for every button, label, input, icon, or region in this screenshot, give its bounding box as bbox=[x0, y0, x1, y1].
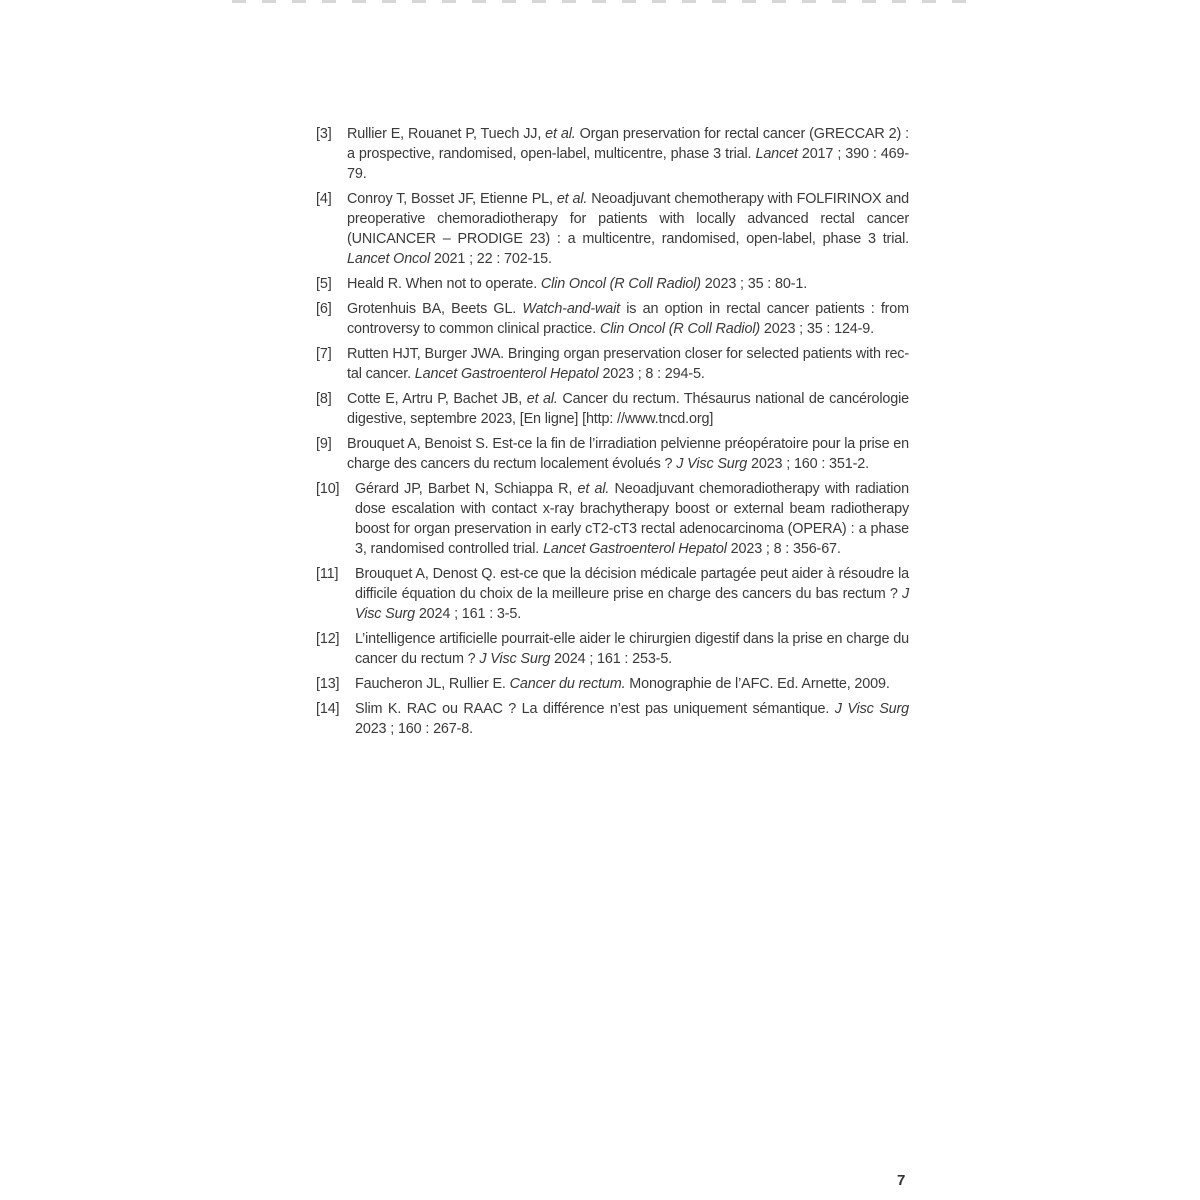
reference-number: [12] bbox=[316, 631, 340, 647]
reference-segment: Faucheron JL, Rullier E. bbox=[355, 676, 510, 692]
reference-segment: 2023 ; 35 : 80-1. bbox=[700, 276, 808, 292]
reference-item bbox=[316, 274, 909, 294]
reference-text bbox=[347, 274, 909, 294]
reference-segment: Grotenhuis BA, Beets GL. bbox=[347, 301, 523, 317]
reference-text bbox=[355, 699, 909, 739]
reference-text bbox=[347, 434, 909, 474]
reference-segment: Brouquet A, Benoist S. Est-ce la fin de l’irradiation pelvienne préopératoire pour la prise en charge des cancers du rectum localement évolués ? bbox=[347, 436, 909, 472]
reference-segment: 2023 ; 8 : 294-5. bbox=[598, 366, 705, 382]
reference-number: [13] bbox=[316, 676, 340, 692]
reference-segment: 2024 ; 161 : 253-5. bbox=[550, 651, 673, 667]
reference-italic-segment: J Visc Surg bbox=[834, 701, 909, 717]
reference-segment: Cotte E, Artru P, Bachet JB, bbox=[347, 391, 527, 407]
top-dashed-border bbox=[232, 0, 972, 3]
reference-italic-segment: Lancet Oncol bbox=[347, 251, 430, 267]
reference-italic-segment: Clin Oncol (R Coll Radiol) bbox=[599, 321, 761, 337]
reference-text bbox=[347, 124, 909, 184]
reference-item bbox=[316, 299, 909, 339]
reference-italic-segment: Lancet Gastroenterol Hepatol bbox=[414, 366, 599, 382]
reference-italic-segment: Lancet bbox=[755, 146, 798, 162]
reference-item bbox=[316, 629, 909, 669]
reference-segment: Brouquet A, Denost Q. est-ce que la décision médicale partagée peut aider à résoudre la difficile équation du choix de la meilleure prise en charge des cancers du bas rectum ? bbox=[355, 566, 909, 602]
reference-segment: Organ preservation for rectal cancer (GRECCAR 2) : a prospective, randomised, open-label, multicentre, phase 3 trial. bbox=[347, 126, 910, 162]
reference-text bbox=[347, 344, 909, 384]
reference-italic-segment: et al. bbox=[526, 391, 558, 407]
reference-segment: Monographie de l’AFC. Ed. Arnette, 2009. bbox=[625, 676, 890, 692]
reference-segment: Cancer du rectum. Thésaurus national de cancérologie digestive, septembre 2023, [En ligne] [http: //www.tncd.org] bbox=[347, 391, 909, 427]
reference-text bbox=[347, 389, 909, 429]
reference-segment: Gérard JP, Barbet N, Schiappa R, bbox=[355, 481, 578, 497]
reference-number: [7] bbox=[316, 346, 332, 362]
reference-item bbox=[316, 124, 909, 184]
reference-text bbox=[347, 299, 909, 339]
reference-segment: 2023 ; 160 : 267-8. bbox=[355, 721, 473, 737]
reference-segment: 2023 ; 160 : 351-2. bbox=[747, 456, 869, 472]
reference-number: [6] bbox=[316, 301, 332, 317]
reference-segment: 2021 ; 22 : 702-15. bbox=[430, 251, 552, 267]
reference-number: [11] bbox=[316, 566, 339, 582]
reference-item bbox=[316, 699, 909, 739]
reference-segment: Slim K. RAC ou RAAC ? La différence n’est pas uniquement sémantique. bbox=[355, 701, 835, 717]
reference-number: [9] bbox=[316, 436, 332, 452]
reference-segment: 2023 ; 35 : 124-9. bbox=[760, 321, 874, 337]
reference-italic-segment: Lancet Gastroenterol Hepatol bbox=[542, 541, 727, 557]
reference-number: [14] bbox=[316, 701, 340, 717]
reference-text bbox=[355, 674, 909, 694]
reference-item bbox=[316, 434, 909, 474]
reference-italic-segment: J Visc Surg bbox=[479, 651, 551, 667]
reference-list bbox=[316, 124, 909, 744]
reference-item bbox=[316, 344, 909, 384]
reference-segment: Rullier E, Rouanet P, Tuech JJ, bbox=[347, 126, 546, 142]
reference-text bbox=[355, 564, 909, 624]
reference-segment: Rutten HJT, Burger JWA. Bringing organ preservation closer for selected patients with rec-tal cancer. bbox=[347, 346, 909, 382]
reference-text bbox=[347, 189, 909, 269]
reference-segment: Conroy T, Bosset JF, Etienne PL, bbox=[347, 191, 557, 207]
reference-italic-segment: Cancer du rectum. bbox=[509, 676, 626, 692]
reference-italic-segment: J Visc Surg bbox=[355, 586, 909, 622]
reference-item bbox=[316, 674, 909, 694]
reference-number: [5] bbox=[316, 276, 332, 292]
reference-number: [4] bbox=[316, 191, 332, 207]
reference-italic-segment: Watch-and-wait bbox=[522, 301, 621, 317]
reference-italic-segment: Clin Oncol (R Coll Radiol) bbox=[540, 276, 701, 292]
reference-item bbox=[316, 479, 909, 559]
reference-segment: 2017 ; 390 : 469-79. bbox=[347, 146, 909, 182]
reference-text bbox=[355, 479, 909, 559]
reference-italic-segment: et al. bbox=[556, 191, 588, 207]
reference-italic-segment: J Visc Surg bbox=[676, 456, 748, 472]
page-number: 7 bbox=[897, 1172, 906, 1189]
reference-number: [8] bbox=[316, 391, 332, 407]
reference-item bbox=[316, 389, 909, 429]
reference-italic-segment: et al. bbox=[577, 481, 610, 497]
reference-segment: Neoadjuvant chemotherapy with FOLFIRINOX and preoperative chemoradiotherapy for patients with locally advanced rectal cancer (UNICANCER – PRODIGE 23) : a multicentre, randomised, open-label, phase 3 trial. bbox=[347, 191, 909, 247]
reference-segment: is an option in rectal cancer patients : from controversy to common clinical practice. bbox=[347, 301, 909, 337]
reference-segment: 2023 ; 8 : 356-67. bbox=[726, 541, 841, 557]
reference-italic-segment: et al. bbox=[545, 126, 576, 142]
reference-number: [10] bbox=[316, 481, 340, 497]
reference-segment: Heald R. When not to operate. bbox=[347, 276, 541, 292]
reference-segment: Neoadjuvant chemoradiotherapy with radiation dose escalation with contact x-ray brachytherapy boost or external beam radiotherapy boost for organ preservation in early cT2-cT3 rectal adenocarcinoma (OPERA) : a phase 3, randomised controlled trial. bbox=[355, 481, 909, 557]
reference-item bbox=[316, 564, 909, 624]
reference-number: [3] bbox=[316, 126, 332, 142]
reference-text bbox=[355, 629, 909, 669]
reference-item bbox=[316, 189, 909, 269]
reference-segment: 2024 ; 161 : 3-5. bbox=[414, 606, 522, 622]
reference-segment: L’intelligence artificielle pourrait-elle aider le chirurgien digestif dans la prise en charge du cancer du rectum ? bbox=[355, 631, 909, 667]
